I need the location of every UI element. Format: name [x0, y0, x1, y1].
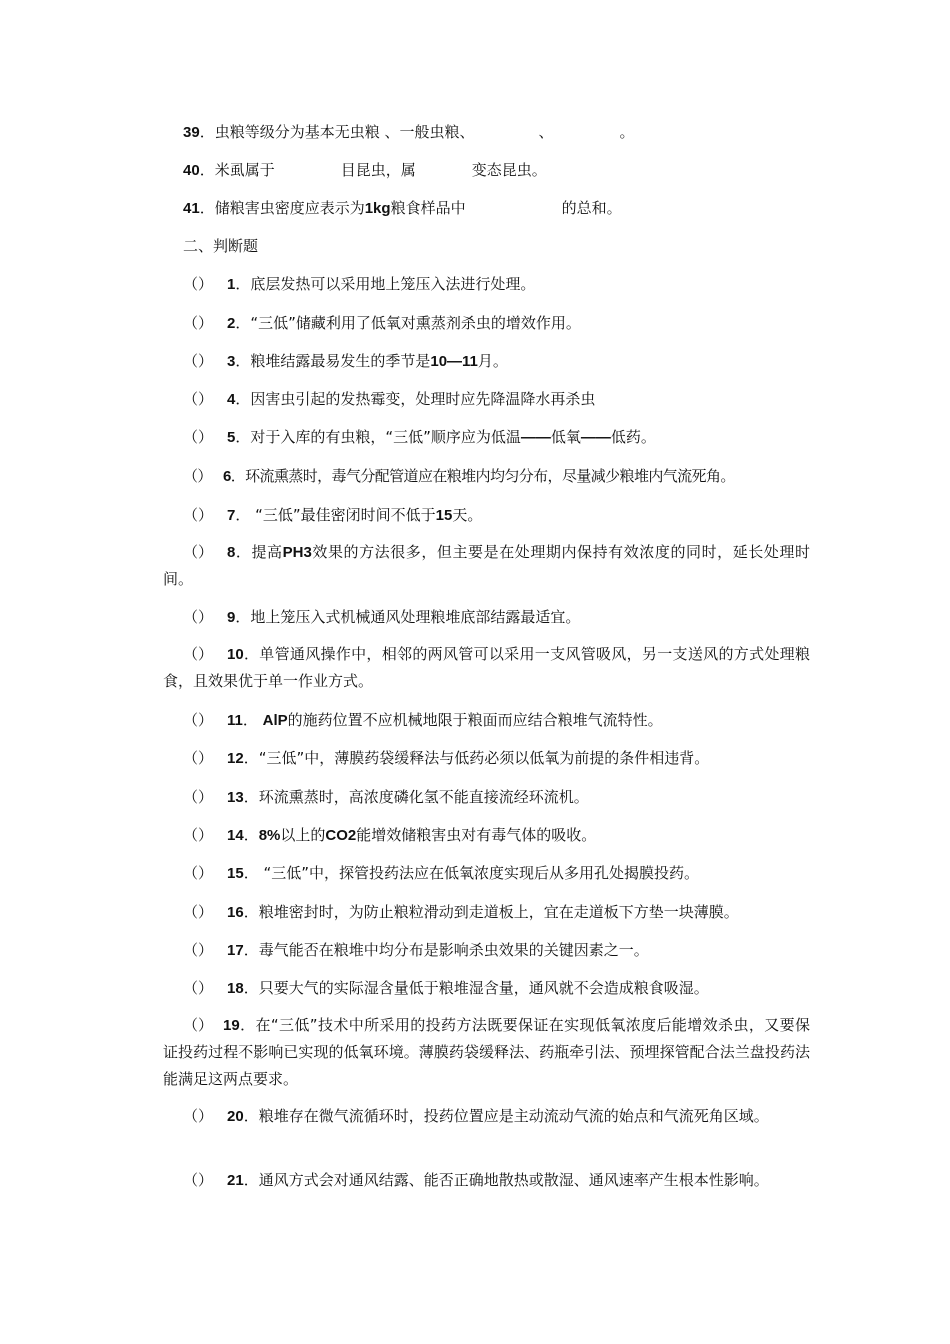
answer-paren: （） — [183, 314, 214, 332]
judgment-item-11: （） 11． AlP的施药位置不应机械地限于粮面而应结合粮堆气流特性。 — [183, 711, 663, 729]
question-number: 9 — [227, 609, 236, 626]
answer-paren: （） — [183, 749, 214, 767]
answer-paren: （） — [183, 979, 214, 997]
question-number: 20 — [227, 1108, 244, 1125]
answer-paren: （） — [183, 275, 214, 293]
answer-paren: （） — [183, 1107, 214, 1125]
judgment-item-2: （） 2．“三低”储藏利用了低氧对熏蒸剂杀虫的增效作用。 — [183, 314, 581, 332]
judgment-item-5: （） 5．对于入库的有虫粮，“三低”顺序应为低温——低氧——低药。 — [183, 428, 656, 446]
answer-paren: （） — [183, 428, 214, 446]
question-41: 41．储粮害虫密度应表示为1kg粮食样品中 的总和。 — [183, 199, 622, 217]
question-number: 3 — [227, 353, 236, 370]
answer-paren: （） — [183, 826, 214, 844]
judgment-item-17: （） 17．毒气能否在粮堆中均分布是影响杀虫效果的关键因素之一。 — [183, 941, 649, 959]
judgment-item-12: （） 12．“三低”中，薄膜药袋缓释法与低药必须以低氧为前提的条件相违背。 — [183, 749, 710, 767]
answer-paren: （） — [183, 390, 214, 408]
section-title: 二、判断题 — [183, 237, 259, 255]
question-39: 39．虫粮等级分为基本无虫粮 、一般虫粮、 、 。 — [183, 123, 635, 141]
answer-paren: （） — [183, 467, 212, 485]
answer-paren: （） — [183, 941, 214, 959]
answer-paren: （） — [183, 352, 214, 370]
judgment-item-4: （） 4．因害虫引起的发热霉变，处理时应先降温降水再杀虫 — [183, 390, 596, 408]
judgment-item-13: （） 13．环流熏蒸时，高浓度磷化氢不能直接流经环流机。 — [183, 788, 589, 806]
question-number: 39 — [183, 124, 200, 141]
judgment-item-1: （） 1．底层发热可以采用地上笼压入法进行处理。 — [183, 275, 536, 293]
judgment-item-19: （） 19．在“三低”技术中所采用的投药方法既要保证在实现低氧浓度后能增效杀虫，又要保证投药过程不影响已实现的低氧环境。薄膜药袋缓释法、药瓶牵引法、预埋探管配合法兰盘投药法能满足这两点要求。 — [163, 1012, 810, 1093]
question-number: 6 — [223, 468, 231, 485]
question-number: 8 — [227, 544, 236, 561]
question-number: 7 — [227, 507, 236, 524]
answer-paren: （） — [183, 1171, 214, 1189]
answer-paren: （） — [183, 903, 214, 921]
question-number: 13 — [227, 789, 244, 806]
answer-paren: （） — [183, 711, 214, 729]
judgment-item-6: （） 6．环流熏蒸时，毒气分配管道应在粮堆内均匀分布，尽量减少粮堆内气流死角。 — [183, 467, 735, 485]
question-number: 2 — [227, 315, 236, 332]
question-number: 11 — [227, 712, 243, 729]
question-number: 19 — [223, 1017, 240, 1034]
answer-paren: （） — [183, 1016, 214, 1034]
judgment-item-20: （） 20．粮堆存在微气流循环时，投药位置应是主动流动气流的始点和气流死角区域。 — [163, 1103, 810, 1130]
question-number: 4 — [227, 391, 236, 408]
judgment-item-14: （） 14．8%以上的CO2能增效储粮害虫对有毒气体的吸收。 — [183, 826, 597, 844]
judgment-item-15: （） 15． “三低”中，探管投药法应在低氧浓度实现后从多用孔处揭膜投药。 — [183, 864, 700, 882]
answer-paren: （） — [183, 506, 214, 524]
answer-paren: （） — [183, 608, 214, 626]
question-number: 17 — [227, 942, 244, 959]
question-number: 12 — [227, 750, 244, 767]
answer-paren: （） — [183, 788, 214, 806]
question-number: 15 — [227, 865, 244, 882]
judgment-item-8: （） 8．提高PH3效果的方法很多，但主要是在处理期内保持有效浓度的同时，延长处理时间。 — [163, 539, 810, 593]
question-number: 16 — [227, 904, 244, 921]
question-number: 14 — [227, 827, 244, 844]
question-number: 41 — [183, 200, 200, 217]
judgment-item-21: （） 21．通风方式会对通风结露、能否正确地散热或散湿、通风速率产生根本性影响。 — [163, 1167, 810, 1194]
answer-paren: （） — [183, 645, 214, 663]
answer-paren: （） — [183, 543, 214, 561]
question-number: 21 — [227, 1172, 244, 1189]
judgment-item-7: （） 7． “三低”最佳密闭时间不低于15天。 — [183, 506, 483, 524]
judgment-item-3: （） 3．粮堆结露最易发生的季节是10—11月。 — [183, 352, 508, 370]
judgment-item-10: （） 10．单管通风操作中，相邻的两风管可以采用一支风管吸风，另一支送风的方式处理粮食，且效果优于单一作业方式。 — [163, 641, 810, 695]
question-number: 10 — [227, 646, 244, 663]
judgment-item-16: （） 16．粮堆密封时，为防止粮粒滑动到走道板上，宜在走道板下方垫一块薄膜。 — [183, 903, 739, 921]
question-40: 40．米虱属于 目昆虫，属 变态昆虫。 — [183, 161, 547, 179]
judgment-item-18: （） 18．只要大气的实际湿含量低于粮堆湿含量，通风就不会造成粮食吸湿。 — [183, 979, 709, 997]
question-number: 1 — [227, 276, 236, 293]
judgment-item-9: （） 9．地上笼压入式机械通风处理粮堆底部结露最适宜。 — [183, 608, 581, 626]
question-number: 40 — [183, 162, 200, 179]
question-number: 5 — [227, 429, 236, 446]
answer-paren: （） — [183, 864, 214, 882]
question-number: 18 — [227, 980, 244, 997]
